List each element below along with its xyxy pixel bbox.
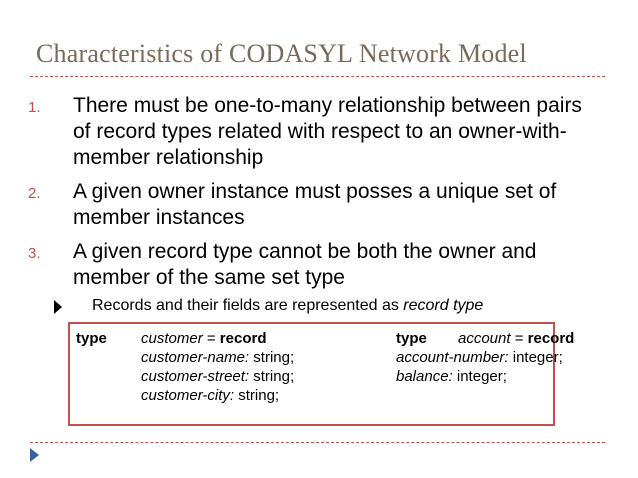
left-record-header: customer = record	[141, 330, 267, 347]
left-field-3: customer-city: string;	[141, 387, 280, 404]
title-divider	[30, 76, 605, 77]
left-field-1: customer-name: string;	[141, 349, 295, 366]
sub-bullet-text: Records and their fields are represented as record type	[92, 297, 484, 314]
right-field-2: balance: integer;	[396, 368, 507, 385]
corner-arrow-icon	[30, 448, 39, 462]
right-record-header: account = record	[458, 330, 575, 347]
item-text-1: There must be one-to-many relationship between pairs of record types related with respect to an owner-with-member relationship	[73, 94, 582, 169]
item-text-3: A given record type cannot be both the owner and member of the same set type	[73, 240, 537, 289]
footer-divider	[30, 442, 605, 443]
right-field-1: account-number: integer;	[396, 349, 563, 366]
left-field-2: customer-street: string;	[141, 368, 295, 385]
triangle-bullet-icon	[54, 300, 62, 314]
slide-title: Characteristics of CODASYL Network Model	[36, 39, 527, 68]
item-text-2: A given owner instance must posses a unique set of member instances	[73, 180, 557, 229]
right-type-keyword: type	[396, 330, 427, 347]
item-number-1: 1.	[28, 99, 41, 116]
left-type-keyword: type	[76, 330, 107, 347]
item-number-3: 3.	[28, 245, 41, 262]
item-number-2: 2.	[28, 185, 41, 202]
